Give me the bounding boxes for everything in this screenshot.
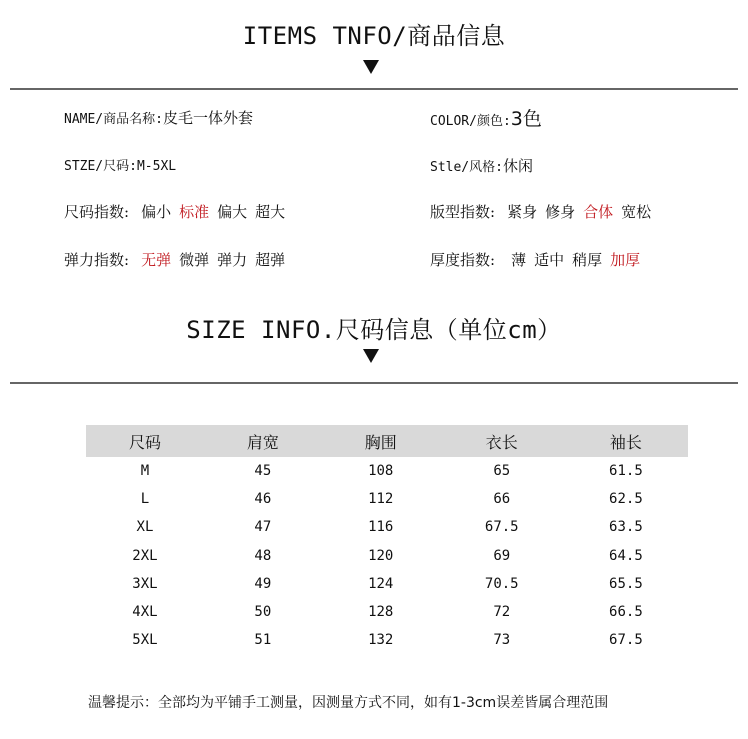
table-cell: 49 bbox=[254, 575, 272, 592]
table-cell: 67.5 bbox=[609, 632, 643, 649]
table-cell: 66.5 bbox=[609, 604, 643, 621]
down-arrow-icon bbox=[363, 60, 379, 74]
table-cell: XL bbox=[136, 519, 154, 536]
table-row bbox=[86, 626, 688, 654]
table-cell: M bbox=[140, 463, 150, 480]
thickness-index-row bbox=[430, 249, 648, 270]
table-cell: 62.5 bbox=[609, 491, 643, 508]
table-row bbox=[86, 457, 688, 485]
index-option: 稍厚 bbox=[572, 251, 603, 269]
stretch-index-label: 弹力指数: bbox=[64, 251, 130, 269]
index-option: 标准 bbox=[179, 203, 210, 221]
table-header-row bbox=[86, 425, 688, 457]
table-cell: 5XL bbox=[132, 632, 158, 649]
table-cell: 65 bbox=[493, 463, 511, 480]
table-cell: 51 bbox=[254, 632, 272, 649]
index-option: 加厚 bbox=[610, 251, 641, 269]
table-cell: 72 bbox=[493, 604, 511, 621]
size-table bbox=[86, 425, 688, 654]
header-chest: 胸围 bbox=[322, 425, 440, 457]
product-name-row bbox=[64, 107, 253, 128]
divider bbox=[10, 382, 738, 384]
table-cell: 116 bbox=[368, 519, 394, 536]
stretch-index-row bbox=[64, 249, 293, 270]
table-cell: 64.5 bbox=[609, 547, 643, 564]
color-row bbox=[430, 104, 542, 131]
size-range-row bbox=[64, 155, 176, 174]
thickness-index-options bbox=[511, 251, 648, 269]
index-option: 薄 bbox=[511, 251, 527, 269]
fit-index-options bbox=[507, 203, 659, 221]
table-cell: 108 bbox=[368, 463, 394, 480]
table-row bbox=[86, 542, 688, 570]
table-cell: 63.5 bbox=[609, 519, 643, 536]
size-index-label: 尺码指数: bbox=[64, 203, 130, 221]
thickness-index-label: 厚度指数: bbox=[430, 251, 496, 269]
table-cell: 46 bbox=[254, 491, 272, 508]
table-row bbox=[86, 598, 688, 626]
size-index-row bbox=[64, 201, 293, 222]
table-cell: 67.5 bbox=[484, 519, 519, 536]
index-option: 超大 bbox=[255, 203, 286, 221]
table-cell: 3XL bbox=[132, 575, 158, 592]
divider bbox=[10, 88, 738, 90]
product-name-value: 皮毛一体外套 bbox=[162, 109, 253, 127]
index-option: 宽松 bbox=[621, 203, 652, 221]
header-size: 尺码 bbox=[86, 425, 204, 457]
table-cell: 45 bbox=[254, 463, 272, 480]
header-shoulder: 肩宽 bbox=[204, 425, 322, 457]
table-cell: 69 bbox=[493, 547, 511, 564]
table-row bbox=[86, 513, 688, 541]
table-cell: 120 bbox=[368, 547, 394, 564]
index-option: 弹力 bbox=[217, 251, 248, 269]
color-label: COLOR/颜色: bbox=[430, 114, 511, 129]
header-length: 衣长 bbox=[440, 425, 564, 457]
table-cell: 61.5 bbox=[609, 463, 643, 480]
header-sleeve: 袖长 bbox=[564, 425, 688, 457]
size-info-title: SIZE INFO.尺码信息（单位cm） bbox=[186, 316, 562, 344]
table-cell: 47 bbox=[254, 519, 272, 536]
down-arrow-icon bbox=[363, 349, 379, 363]
index-option: 微弹 bbox=[179, 251, 210, 269]
table-cell: 50 bbox=[254, 604, 272, 621]
style-row bbox=[430, 155, 533, 176]
index-option: 紧身 bbox=[507, 203, 538, 221]
table-row bbox=[86, 570, 688, 598]
size-range-label: STZE/尺码: bbox=[64, 159, 137, 174]
index-option: 适中 bbox=[534, 251, 565, 269]
size-range-value: M-5XL bbox=[136, 159, 177, 174]
table-cell: 124 bbox=[368, 575, 394, 592]
table-cell: 132 bbox=[368, 632, 394, 649]
table-cell: L bbox=[140, 491, 150, 508]
table-cell: 73 bbox=[493, 632, 511, 649]
index-option: 偏小 bbox=[141, 203, 172, 221]
index-option: 修身 bbox=[545, 203, 576, 221]
fit-index-label: 版型指数: bbox=[430, 203, 496, 221]
table-cell: 66 bbox=[493, 491, 511, 508]
fit-index-row bbox=[430, 201, 659, 222]
table-cell: 65.5 bbox=[609, 575, 643, 592]
index-option: 偏大 bbox=[217, 203, 248, 221]
color-value: 3色 bbox=[510, 108, 542, 130]
table-cell: 2XL bbox=[132, 547, 158, 564]
table-cell: 48 bbox=[254, 547, 272, 564]
style-value: 休闲 bbox=[502, 157, 533, 175]
size-index-options bbox=[141, 203, 293, 221]
items-info-title: ITEMS TNFO/商品信息 bbox=[242, 22, 506, 50]
table-row bbox=[86, 485, 688, 513]
index-option: 超弹 bbox=[255, 251, 286, 269]
stretch-index-options bbox=[141, 251, 293, 269]
measurement-note: 温馨提示：全部均为平铺手工测量，因测量方式不同，如有1-3cm误差皆属合理范围 bbox=[88, 695, 609, 711]
style-label: Stle/风格: bbox=[430, 160, 503, 175]
table-cell: 112 bbox=[368, 491, 394, 508]
product-name-label: NAME/商品名称: bbox=[64, 112, 163, 127]
table-cell: 128 bbox=[368, 604, 394, 621]
table-cell: 70.5 bbox=[484, 575, 519, 592]
table-cell: 4XL bbox=[132, 604, 158, 621]
index-option: 合体 bbox=[583, 203, 614, 221]
index-option: 无弹 bbox=[141, 251, 172, 269]
